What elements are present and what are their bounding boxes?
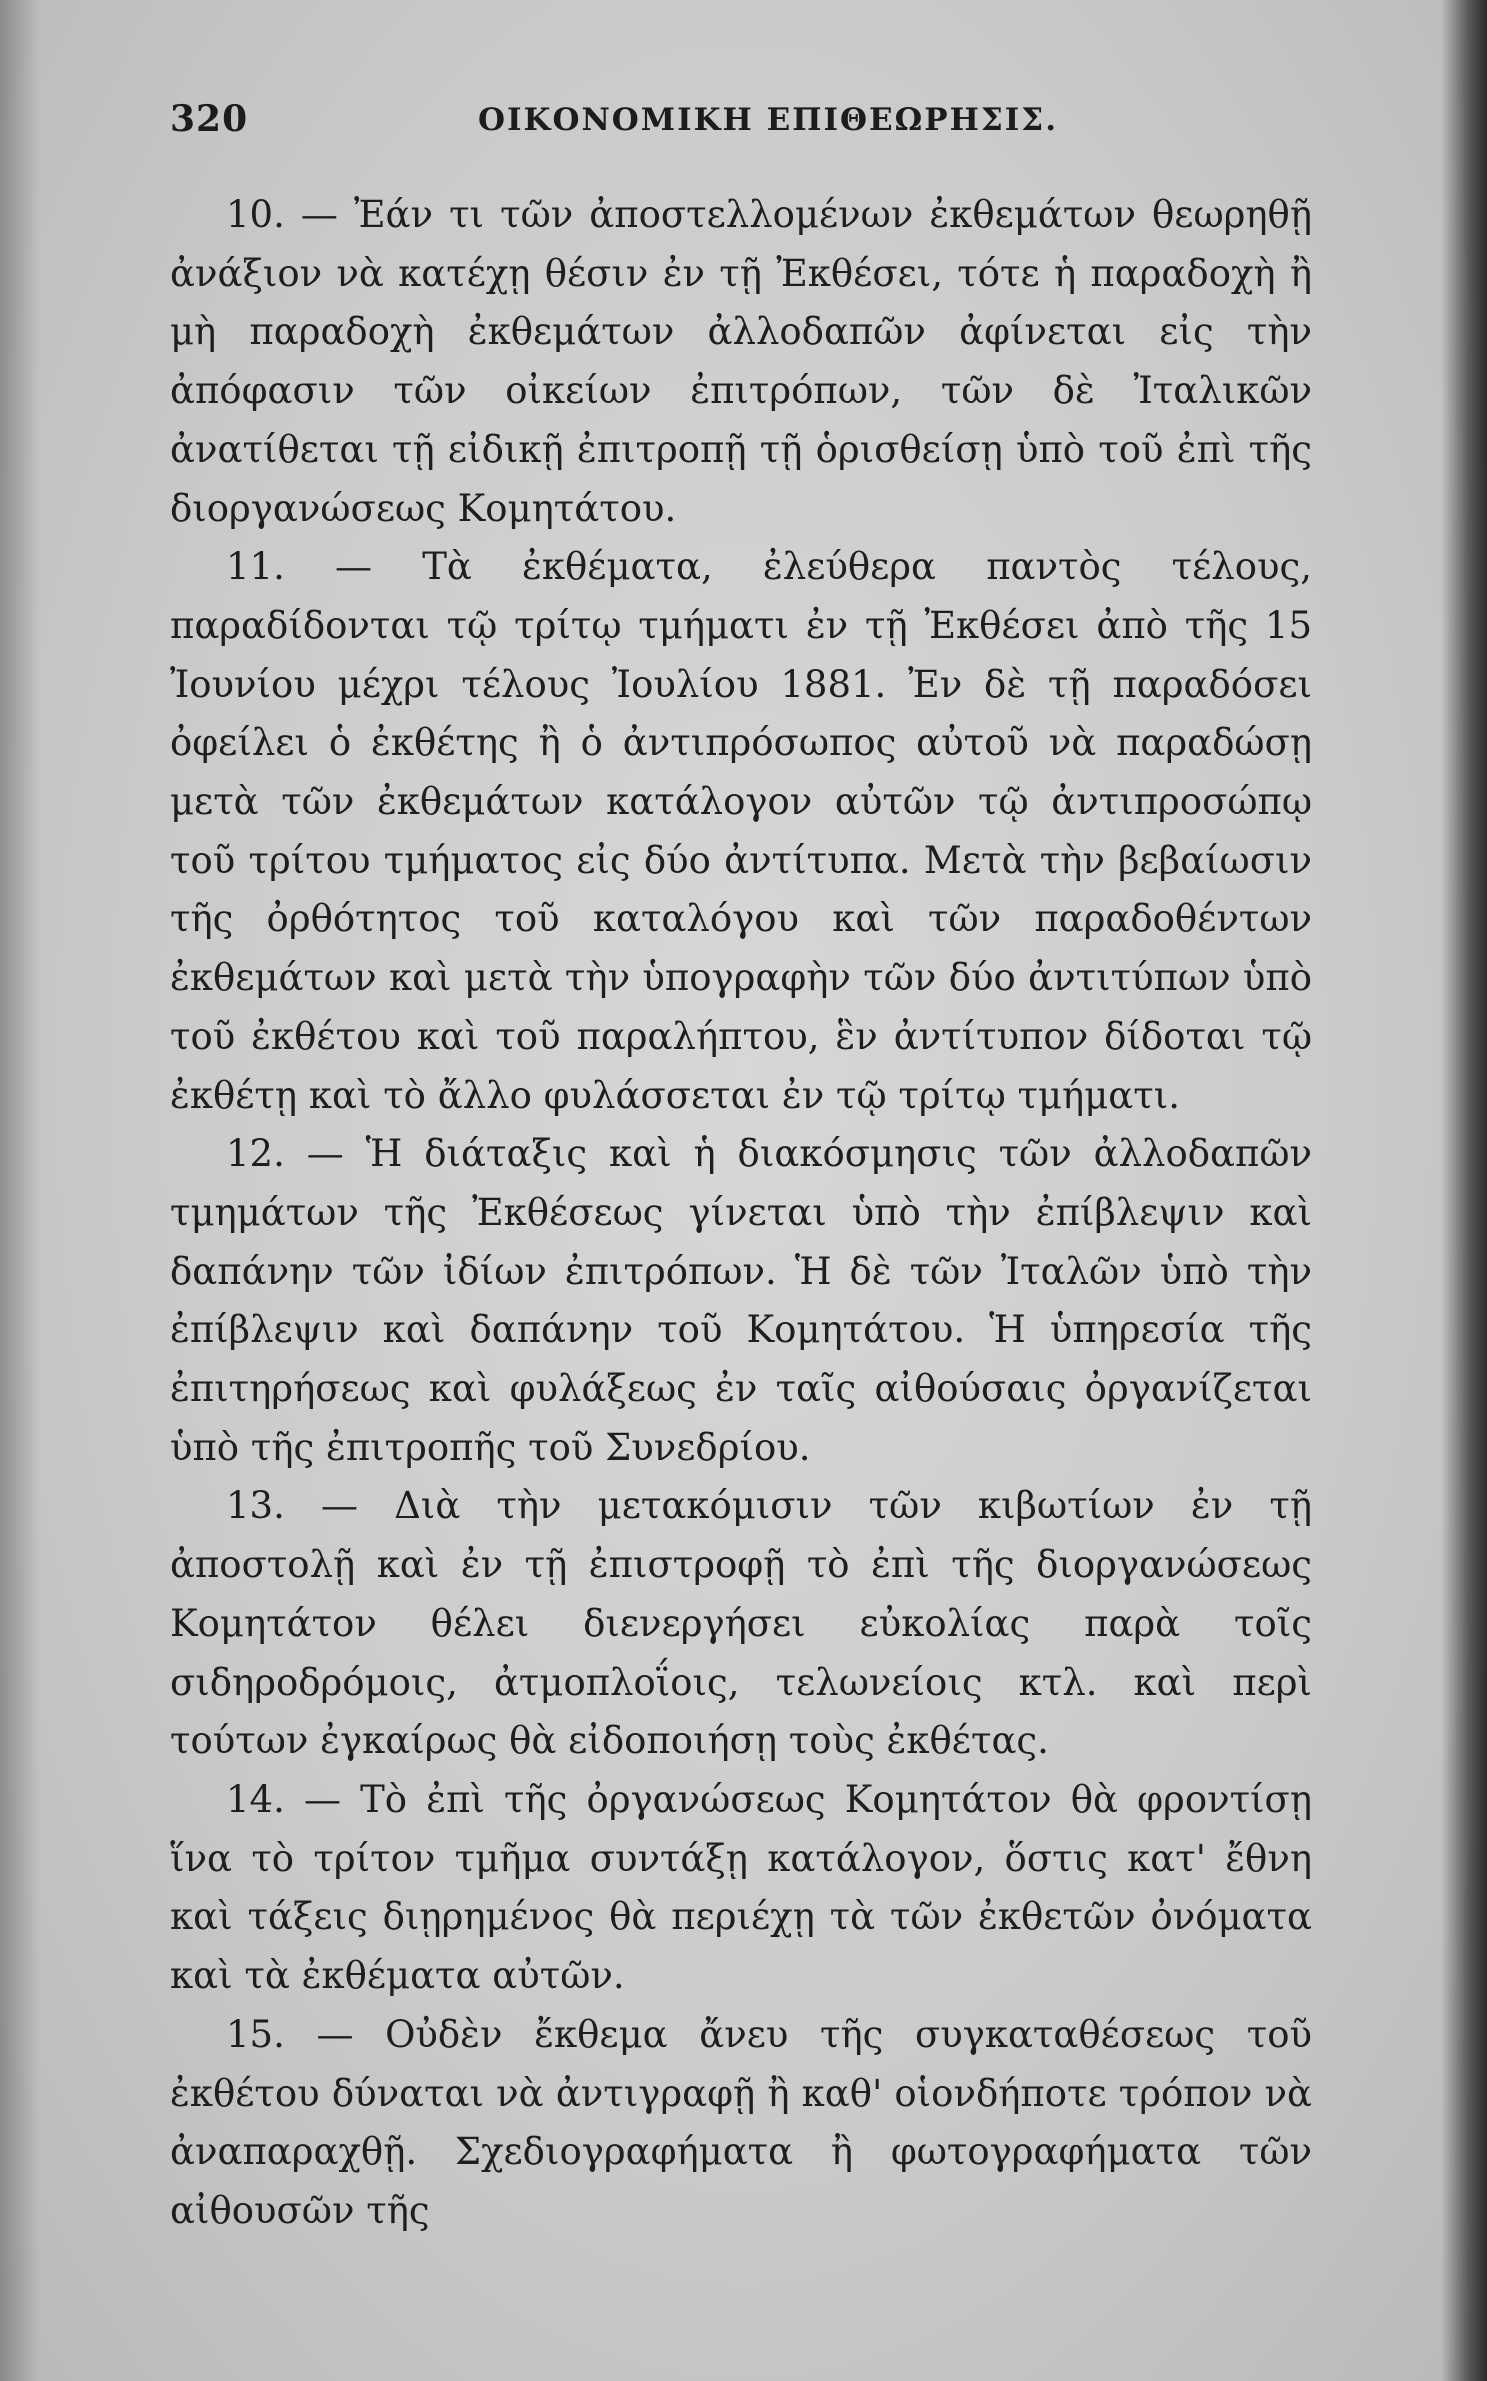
paragraph-number: 14. (226, 1777, 285, 1821)
paragraph-text: — Τὸ ἐπὶ τῆς ὀργανώσεως Κομητάτον θὰ φροντίσῃ ἵνα τὸ τρίτον τμῆμα συντάξῃ κατάλογον, ὅστις κατ' ἔθνη καὶ τάξεις διῃρημένος θὰ περιέχῃ τὰ τῶν ἐκθετῶν ὀνόματα καὶ τὰ ἐκθέματα αὐτῶν. (170, 1777, 1312, 1998)
page-body (170, 186, 1312, 2241)
paragraph-number: 11. (226, 545, 285, 589)
paragraph-text: — Διὰ τὴν μετακόμισιν τῶν κιβωτίων ἐν τῇ ἀποστολῇ καὶ ἐν τῇ ἐπιστροφῇ τὸ ἐπὶ τῆς διοργανώσεως Κομητάτον θέλει διενεργήσει εὐκολίας παρὰ τοῖς σιδηροδρόμοις, ἀτμοπλοΐοις, τελωνείοις κτλ. καὶ περὶ τούτων ἐγκαίρως θὰ εἰδοποιήσῃ τοὺς ἐκθέτας. (170, 1484, 1312, 1763)
page-header (170, 98, 1320, 158)
paragraph-10 (170, 186, 1312, 538)
paragraph-15 (170, 2006, 1312, 2241)
page-edge-shadow (0, 0, 40, 2381)
book-spine-shadow (1441, 0, 1487, 2381)
paragraph-text: — Οὐδὲν ἔκθεμα ἄνευ τῆς συγκαταθέσεως τοῦ ἐκθέτου δύναται νὰ ἀντιγραφῇ ἢ καθ' οἱονδήποτε τρόπον νὰ ἀναπαραχθῇ. Σχεδιογραφήματα ἢ φωτογραφήματα τῶν αἰθουσῶν τῆς (170, 2012, 1312, 2232)
paragraph-number: 15. (226, 2012, 285, 2056)
paragraph-number: 12. (226, 1132, 285, 1176)
paragraph-11 (170, 538, 1312, 1125)
paragraph-13 (170, 1477, 1312, 1771)
paragraph-12 (170, 1125, 1312, 1477)
paragraph-text: — Ἡ διάταξις καὶ ἡ διακόσμησις τῶν ἀλλοδαπῶν τμημάτων τῆς Ἐκθέσεως γίνεται ὑπὸ τὴν ἐπίβλεψιν καὶ δαπάνην τῶν ἰδίων ἐπιτρόπων. Ἡ δὲ τῶν Ἰταλῶν ὑπὸ τὴν ἐπίβλεψιν καὶ δαπάνην τοῦ Κομητάτου. Ἡ ὑπηρεσία τῆς ἐπιτηρήσεως καὶ φυλάξεως ἐν ταῖς αἰθούσαις ὀργανίζεται ὑπὸ τῆς ἐπιτροπῆς τοῦ Συνεδρίου. (170, 1132, 1313, 1469)
running-title: ΟΙΚΟΝΟΜΙΚΗ ΕΠΙΘΕΩΡΗΣΙΣ. (478, 102, 1058, 138)
paragraph-number: 10. (226, 193, 285, 236)
paragraph-text: — Ἐάν τι τῶν ἀποστελλομένων ἐκθεμάτων θεωρηθῇ ἀνάξιον νὰ κατέχῃ θέσιν ἐν τῇ Ἐκθέσει, τότε ἡ παραδοχὴ ἢ μὴ παραδοχὴ ἐκθεμάτων ἀλλοδαπῶν ἀφίνεται εἰς τὴν ἀπόφασιν τῶν οἰκείων ἐπιτρόπων, τῶν δὲ Ἰταλικῶν ἀνατίθεται τῇ εἰδικῇ ἐπιτροπῇ τῇ ὁρισθείσῃ ὑπὸ τοῦ ἐπὶ τῆς διοργανώσεως Κομητάτου. (170, 193, 1312, 530)
paragraph-14 (170, 1771, 1312, 2006)
page-number: 320 (170, 98, 249, 140)
paragraph-text: — Τὰ ἐκθέματα, ἐλεύθερα παντὸς τέλους, παραδίδονται τῷ τρίτῳ τμήματι ἐν τῇ Ἐκθέσει ἀπὸ τῆς 15 Ἰουνίου μέχρι τέλους Ἰουλίου 1881. Ἐν δὲ τῇ παραδόσει ὀφείλει ὁ ἐκθέτης ἢ ὁ ἀντιπρόσωπος αὐτοῦ νὰ παραδώσῃ μετὰ τῶν ἐκθεμάτων κατάλογον αὐτῶν τῷ ἀντιπροσώπῳ τοῦ τρίτου τμήματος εἰς δύο ἀντίτυπα. Μετὰ τὴν βεβαίωσιν τῆς ὀρθότητος τοῦ καταλόγου καὶ τῶν παραδοθέντων ἐκθεμάτων καὶ μετὰ τὴν ὑπογραφὴν τῶν δύο ἀντιτύπων ὑπὸ τοῦ ἐκθέτου καὶ τοῦ παραλήπτου, ἓν ἀντίτυπον δίδοται τῷ ἐκθέτῃ καὶ τὸ ἄλλο φυλάσσεται ἐν τῷ τρίτῳ τμήματι. (170, 545, 1312, 1117)
paragraph-number: 13. (226, 1484, 285, 1528)
